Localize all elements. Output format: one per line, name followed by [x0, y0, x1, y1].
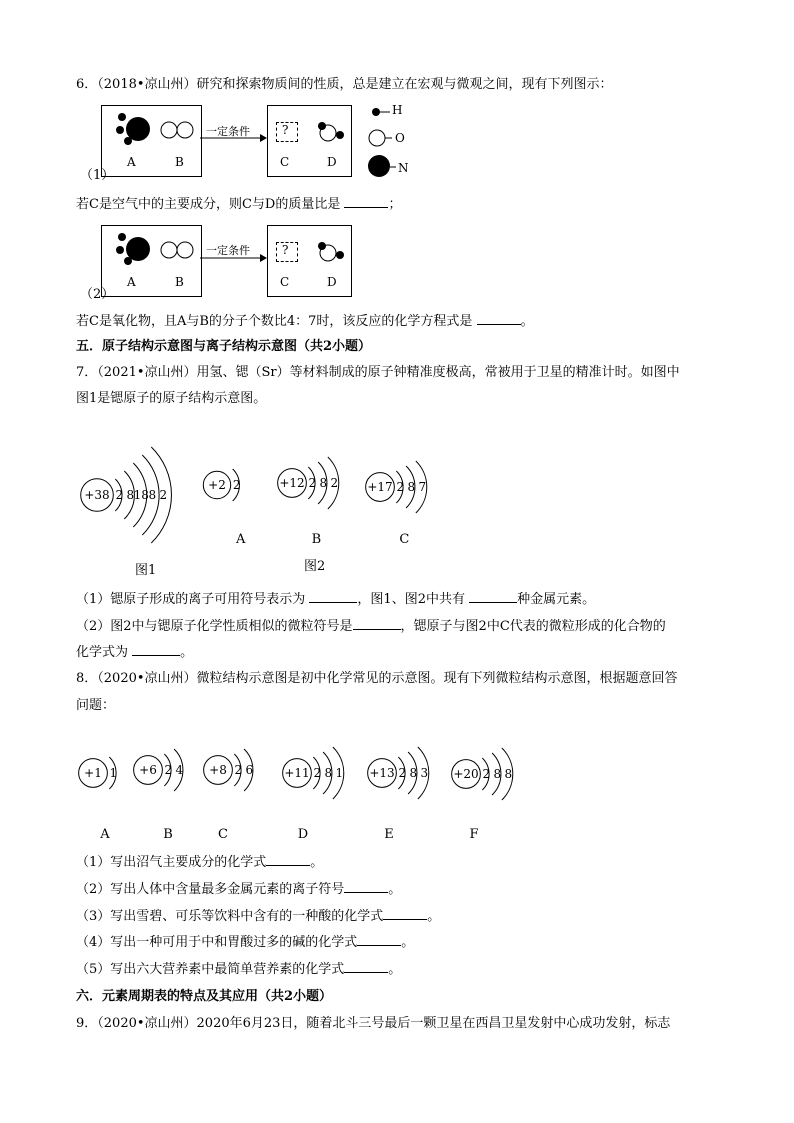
atom-A [203, 469, 246, 547]
electron-count: 8 [148, 488, 157, 502]
label-d-2: D [327, 275, 337, 289]
q6-part2: 若C是氧化物，且A与B的分子个数比4：7时，该反应的化学方程式是 。 [76, 314, 534, 329]
q6-stem: 6．（2018•凉山州）研究和探索物质间的性质，总是建立在宏观与微观之间，现有下列图示： [76, 77, 613, 92]
nucleus-charge: +20 [453, 767, 479, 781]
electron-count: 8 [319, 476, 328, 490]
electron-count: 2 [159, 488, 168, 502]
atom-label: D [297, 827, 309, 842]
atom-label: A [236, 532, 246, 547]
q7-atom-diagrams [60, 425, 480, 585]
electron-count: 3 [420, 766, 429, 780]
electron-count: 2 [313, 766, 322, 780]
arrow-label: 一定条件 [206, 125, 250, 138]
q8-item: （5）写出六大营养素中最简单营养素的化学式 。 [76, 962, 402, 977]
electron-count: 2 [398, 766, 407, 780]
nucleus-charge: +38 [84, 488, 110, 502]
q7-part2: （2）图2中与锶原子化学性质相似的微粒符号是 ，锶原子与图2中C代表的微粒形成的化合物的 [76, 619, 666, 634]
arrow-label-2: 一定条件 [206, 244, 250, 257]
q7-stem-1: 7．（2021•凉山州）用氢、锶（Sr）等材料制成的原子钟精准度极高，常被用于卫星的精准计时。如图中 [76, 365, 680, 380]
atom-C [204, 749, 254, 842]
q7-part1: （1）锶原子形成的离子可用符号表示为 ，图1、图2中共有 种金属元素。 [76, 592, 596, 607]
label-c: C [280, 155, 290, 169]
answer-blank [344, 880, 388, 893]
electron-count: 18 [133, 488, 149, 502]
electron-count: 1 [109, 766, 118, 780]
legend-o: O [395, 131, 405, 145]
electron-count: 6 [245, 763, 254, 777]
electron-count: 2 [234, 763, 243, 777]
label-c-2: C [280, 275, 290, 289]
unknown-c-2: ? [282, 243, 289, 257]
product-d-molecule [312, 115, 352, 150]
atom-C [366, 461, 427, 547]
nucleus-charge: +17 [367, 480, 393, 494]
atom-label: B [163, 827, 173, 842]
electron-count: 8 [407, 480, 416, 494]
electron-count: 4 [175, 763, 184, 777]
arrow-icon [200, 253, 268, 263]
electron-count: 2 [330, 476, 339, 490]
electron-count: 2 [308, 476, 317, 490]
section-5-title: 五．原子结构示意图与离子结构示意图（共2小题） [76, 339, 372, 354]
electron-count: 7 [418, 480, 427, 494]
electron-count: 8 [409, 766, 418, 780]
electron-count: 2 [115, 488, 124, 502]
nucleus-charge: +1 [84, 766, 102, 780]
q8-item: （3）写出雪碧、可乐等饮料中含有的一种酸的化学式 。 [76, 909, 441, 924]
answer-blank [266, 853, 310, 866]
label-a: A [127, 155, 136, 169]
q7-stem-2: 图1是锶原子的原子结构示意图。 [76, 391, 267, 406]
q9-stem-1: 9．（2020•凉山州）2020年6月23日，随着北斗三号最后一颗卫星在西昌卫星发射中心成功发射，标志 [76, 1016, 671, 1031]
electron-count: 2 [164, 763, 173, 777]
q8-item: （2）写出人体中含量最多金属元素的离子符号 。 [76, 882, 402, 897]
electron-count: 8 [126, 488, 135, 502]
q6-part1: 若C是空气中的主要成分，则C与D的质量比是 ； [76, 197, 402, 212]
q6-part1-number: （1） [80, 168, 115, 183]
atom-label: A [100, 827, 110, 842]
q8-item-text: （4）写出一种可用于中和胃酸过多的碱的化学式 [76, 935, 358, 950]
label-a-2: A [127, 275, 136, 289]
atom-label: F [469, 827, 479, 842]
reactant-molecules [105, 108, 200, 153]
label-b: B [175, 155, 184, 169]
q8-atom-diagrams [60, 730, 540, 845]
q8-item: （4）写出一种可用于中和胃酸过多的碱的化学式 。 [76, 935, 415, 950]
section-6-title: 六．元素周期表的特点及其应用（共2小题） [76, 989, 333, 1004]
atom-label: C [218, 827, 228, 842]
q8-item-text: （5）写出六大营养素中最简单营养素的化学式 [76, 962, 345, 977]
fig2-caption: 图2 [304, 559, 326, 574]
nucleus-charge: +12 [279, 476, 305, 490]
legend-n: N [398, 161, 409, 175]
atom-D [283, 747, 344, 842]
atom-F [452, 748, 513, 842]
nucleus-charge: +8 [209, 763, 227, 777]
electron-count: 8 [504, 767, 513, 781]
q8-stem-1: 8．（2020•凉山州）微粒结构示意图是初中化学常见的示意图。现有下列微粒结构示意图，根据题意回答 [76, 671, 678, 686]
q6-part2-number: （2） [80, 287, 115, 302]
reactant-molecules-2 [105, 228, 200, 273]
atom-A [79, 757, 118, 842]
legend-h: H [392, 103, 403, 117]
electron-count: 8 [493, 767, 502, 781]
unknown-c: ? [282, 123, 289, 137]
electron-count: 8 [324, 766, 333, 780]
nucleus-charge: +2 [208, 478, 226, 492]
electron-count: 1 [335, 766, 344, 780]
atom-B [278, 457, 339, 547]
label-d: D [327, 155, 337, 169]
answer-blank [344, 960, 388, 973]
electron-count: 2 [232, 478, 241, 492]
label-b-2: B [175, 275, 184, 289]
product-d-molecule-2 [312, 235, 352, 270]
nucleus-charge: +13 [369, 766, 395, 780]
answer-blank [383, 907, 427, 920]
fig1-caption: 图1 [135, 563, 157, 578]
electron-count: 2 [396, 480, 405, 494]
nucleus-charge: +11 [284, 766, 310, 780]
q8-stem-2: 问题： [76, 698, 116, 713]
nucleus-charge: +6 [139, 763, 157, 777]
q8-item-text: （3）写出雪碧、可乐等饮料中含有的一种酸的化学式 [76, 909, 384, 924]
electron-count: 2 [482, 767, 491, 781]
atom-sr [81, 447, 172, 543]
q7-part2-cont: 化学式为 。 [76, 645, 194, 660]
arrow-icon [200, 133, 268, 143]
atom-label: E [384, 827, 394, 842]
atom-label: C [399, 532, 410, 547]
atom-E [368, 747, 429, 842]
atom-label: B [311, 532, 322, 547]
answer-blank [357, 933, 401, 946]
atom-B [134, 749, 184, 842]
q8-item-text: （1）写出沼气主要成分的化学式 [76, 855, 267, 870]
q8-item-text: （2）写出人体中含量最多金属元素的离子符号 [76, 882, 345, 897]
q8-item: （1）写出沼气主要成分的化学式 。 [76, 855, 324, 870]
